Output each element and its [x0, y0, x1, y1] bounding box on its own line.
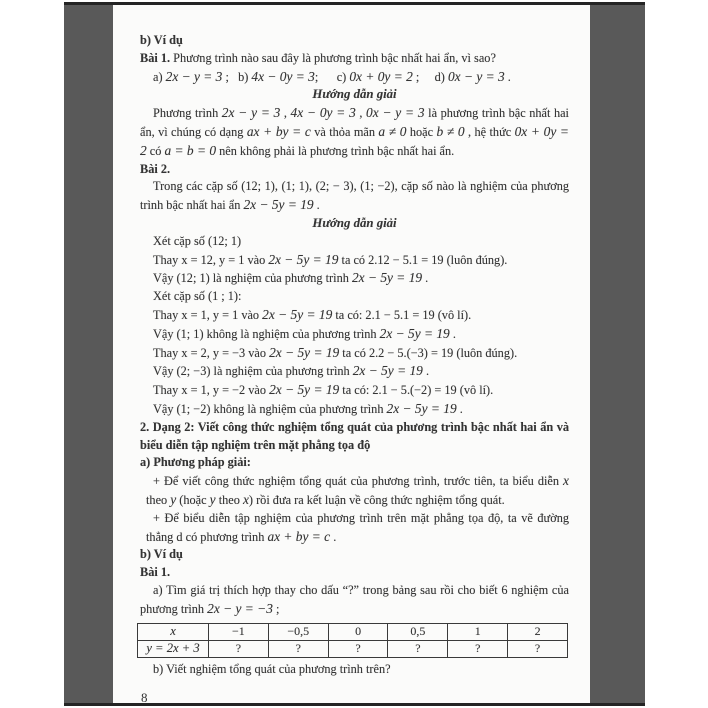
- text-segment: Vậy (1; 1) không là nghiệm của phương trình: [153, 326, 380, 341]
- text-segment: nên không phải là phương trình bậc nhất hai ẩn.: [216, 143, 455, 158]
- text-segment: b ≠ 0: [436, 123, 465, 139]
- text-segment: 2x − 5y = 19: [268, 251, 339, 267]
- example-heading: [140, 546, 569, 564]
- text-segment: b) Viết nghiệm tổng quát của phương trình trên?: [153, 661, 391, 676]
- text-segment: .: [504, 69, 511, 84]
- text-segment: Vậy (1; −2) không là nghiệm của phương trình: [153, 401, 387, 416]
- text-segment: 2x − 5y = 19: [379, 325, 450, 341]
- table-cell: 0: [328, 623, 388, 640]
- table-header-cell: x: [138, 623, 209, 640]
- text-segment: 2x − 5y = 19: [269, 344, 340, 360]
- photo-backdrop: [64, 2, 645, 706]
- text-segment: Xét cặp số (12; 1): [153, 233, 242, 248]
- text-segment: ;: [272, 601, 280, 616]
- text-segment: .: [422, 364, 430, 379]
- text-segment: 2x − y = 3: [165, 68, 223, 84]
- text-segment: a): [153, 69, 166, 84]
- table-cell: 2: [508, 623, 568, 640]
- solution-step: [140, 269, 569, 288]
- document-page: [113, 5, 590, 706]
- text-segment: Phương trình nào sau đây là phương trình bậc nhất hai ẩn, vì sao?: [173, 50, 496, 65]
- text-segment: ) rồi đưa ra kết luận về công thức nghiệm tổng quát.: [248, 492, 505, 507]
- text-segment: 2x − y = 3: [221, 105, 281, 121]
- solution-1-paragraph: [140, 104, 569, 160]
- text-segment: .: [313, 198, 320, 213]
- table-cell: ?: [268, 640, 328, 657]
- text-segment: ax + by = c: [246, 123, 311, 139]
- text-segment: Vậy (12; 1) là nghiệm của phương trình: [153, 271, 352, 286]
- table-row: [138, 640, 568, 657]
- text-segment: ta có: 2.1 − 5.(−2) = 19 (vô lí).: [339, 383, 494, 398]
- solution-step: [140, 344, 569, 363]
- text-segment: Thay x = 12, y = 1 vào: [153, 252, 269, 267]
- text-segment: .: [456, 401, 463, 416]
- text-segment: 2. Dạng 2: Viết công thức nghiệm tổng quát của phương trình bậc nhất hai ẩn và biểu diễn tập nghiệm trên mặt phẳng tọa độ: [140, 419, 569, 452]
- text-segment: là phương trình bậc nhất hai ẩn, vì chúng có dạng: [140, 106, 569, 139]
- text-segment: Phương trình: [153, 106, 222, 121]
- method-point-1: [140, 472, 569, 510]
- exercise-question-a: [140, 582, 569, 619]
- exercise-1-options: [140, 68, 569, 87]
- solution-heading: [140, 215, 569, 233]
- text-segment: ta có 2.2 − 5.(−3) = 19 (luôn đúng).: [339, 345, 518, 360]
- text-segment: a) Phương pháp giải:: [140, 455, 251, 470]
- solution-step: [140, 233, 569, 251]
- text-segment: 2x − 5y = 19: [351, 270, 423, 286]
- text-segment: 2x − 5y = 19: [386, 400, 457, 416]
- text-segment: .: [330, 529, 337, 544]
- values-table: [137, 623, 568, 658]
- text-segment: 4x − 0y = 3: [251, 68, 315, 84]
- solution-heading: [140, 86, 569, 104]
- text-segment: + Để viết công thức nghiệm tổng quát của phương trình, trước tiên, ta biểu diễn: [153, 474, 564, 489]
- text-segment: 0x + 0y = 2: [140, 123, 569, 158]
- table-cell: −1: [209, 623, 269, 640]
- method-heading: [140, 454, 569, 472]
- table-row: [138, 623, 568, 640]
- solution-step: [140, 306, 569, 325]
- text-segment: Bài 2.: [140, 161, 171, 176]
- exercise-2-problem: [140, 178, 569, 215]
- page-number: 8: [141, 690, 148, 706]
- text-segment: x: [242, 491, 249, 507]
- text-segment: (hoặc: [176, 492, 210, 507]
- solution-step: [140, 400, 569, 419]
- text-segment: b) Ví dụ: [140, 33, 183, 47]
- example-heading: [140, 32, 569, 50]
- table-cell: ?: [209, 640, 269, 657]
- text-segment: 4x − 0y = 3: [290, 105, 356, 121]
- text-segment: + Để biểu diễn tập nghiệm của phương trình trên mặt phẳng tọa độ, ta vẽ đường thẳng d có phương trình: [146, 510, 569, 544]
- text-segment: ,: [280, 106, 291, 121]
- exercise-2-title: [140, 161, 569, 179]
- text-segment: theo: [215, 492, 243, 507]
- table-header-cell: y = 2x + 3: [138, 640, 209, 657]
- table-cell: ?: [448, 640, 508, 657]
- text-segment: y: [170, 491, 177, 507]
- text-segment: y: [209, 491, 216, 507]
- text-segment: theo: [146, 492, 171, 507]
- text-segment: Thay x = 1, y = 1 vào: [153, 307, 263, 322]
- exercise-title: [140, 564, 569, 582]
- exercise-1-title: [140, 50, 569, 68]
- solution-step: [140, 288, 569, 306]
- text-segment: ; d): [412, 69, 448, 84]
- table-cell: ?: [508, 640, 568, 657]
- text-segment: 2x − 5y = 19: [269, 382, 340, 398]
- text-segment: ax + by = c: [267, 528, 331, 544]
- text-segment: Xét cặp số (1 ; 1):: [153, 289, 242, 304]
- dang-2-heading: [140, 419, 569, 455]
- text-segment: 2x − 5y = 19: [352, 363, 423, 379]
- text-segment: ; b): [222, 69, 252, 84]
- text-segment: Thay x = 1, y = −2 vào: [153, 383, 270, 398]
- text-segment: Hướng dẫn giải: [312, 215, 397, 230]
- text-segment: 0x − y = 3: [366, 105, 425, 121]
- text-segment: ta có 2.12 − 5.1 = 19 (luôn đúng).: [338, 252, 508, 267]
- text-segment: 2x − 5y = 19: [243, 197, 314, 213]
- solution-step: [140, 325, 569, 344]
- text-segment: 2x − 5y = 19: [262, 306, 333, 322]
- text-segment: có: [146, 143, 165, 158]
- table-cell: −0,5: [268, 623, 328, 640]
- text-segment: Hướng dẫn giải: [312, 87, 397, 102]
- text-segment: và thỏa mãn: [310, 124, 379, 139]
- document-content: [113, 5, 590, 678]
- table-cell: 0,5: [388, 623, 448, 640]
- table-cell: ?: [388, 640, 448, 657]
- method-point-2: [140, 510, 569, 547]
- solution-step: [140, 381, 569, 400]
- text-segment: Bài 1.: [140, 565, 171, 580]
- table-cell: 1: [448, 623, 508, 640]
- text-segment: Vậy (2; −3) là nghiệm của phương trình: [153, 364, 353, 379]
- text-segment: ,: [355, 106, 366, 121]
- text-segment: Thay x = 2, y = −3 vào: [153, 345, 270, 360]
- text-segment: .: [449, 326, 456, 341]
- text-segment: 0x + 0y = 2: [349, 68, 413, 84]
- text-segment: x: [563, 473, 569, 489]
- text-segment: a) Tìm giá trị thích hợp thay cho dấu “?” trong bảng sau rồi cho biết 6 nghiệm của phương trình: [140, 582, 569, 616]
- text-segment: b) Ví dụ: [140, 547, 183, 562]
- text-segment: Trong các cặp số (12; 1), (1; 1), (2; − 3), (1; −2), cặp số nào là nghiệm của phương trình bậc nhất hai ẩn: [140, 179, 569, 213]
- solution-step: [140, 362, 569, 381]
- text-segment: 0x − y = 3: [447, 68, 505, 84]
- text-segment: , hệ thức: [464, 124, 515, 139]
- text-segment: hoặc: [406, 124, 437, 139]
- text-segment: 2x − y = −3: [207, 600, 273, 616]
- text-segment: a = b = 0: [164, 142, 217, 158]
- table-cell: ?: [328, 640, 388, 657]
- solution-step: [140, 251, 569, 270]
- text-segment: a ≠ 0: [378, 123, 407, 139]
- text-segment: ; c): [314, 69, 350, 84]
- text-segment: Bài 1.: [140, 50, 174, 65]
- exercise-question-b: [140, 661, 569, 679]
- text-segment: ta có: 2.1 − 5.1 = 19 (vô lí).: [332, 307, 472, 322]
- text-segment: .: [422, 271, 429, 286]
